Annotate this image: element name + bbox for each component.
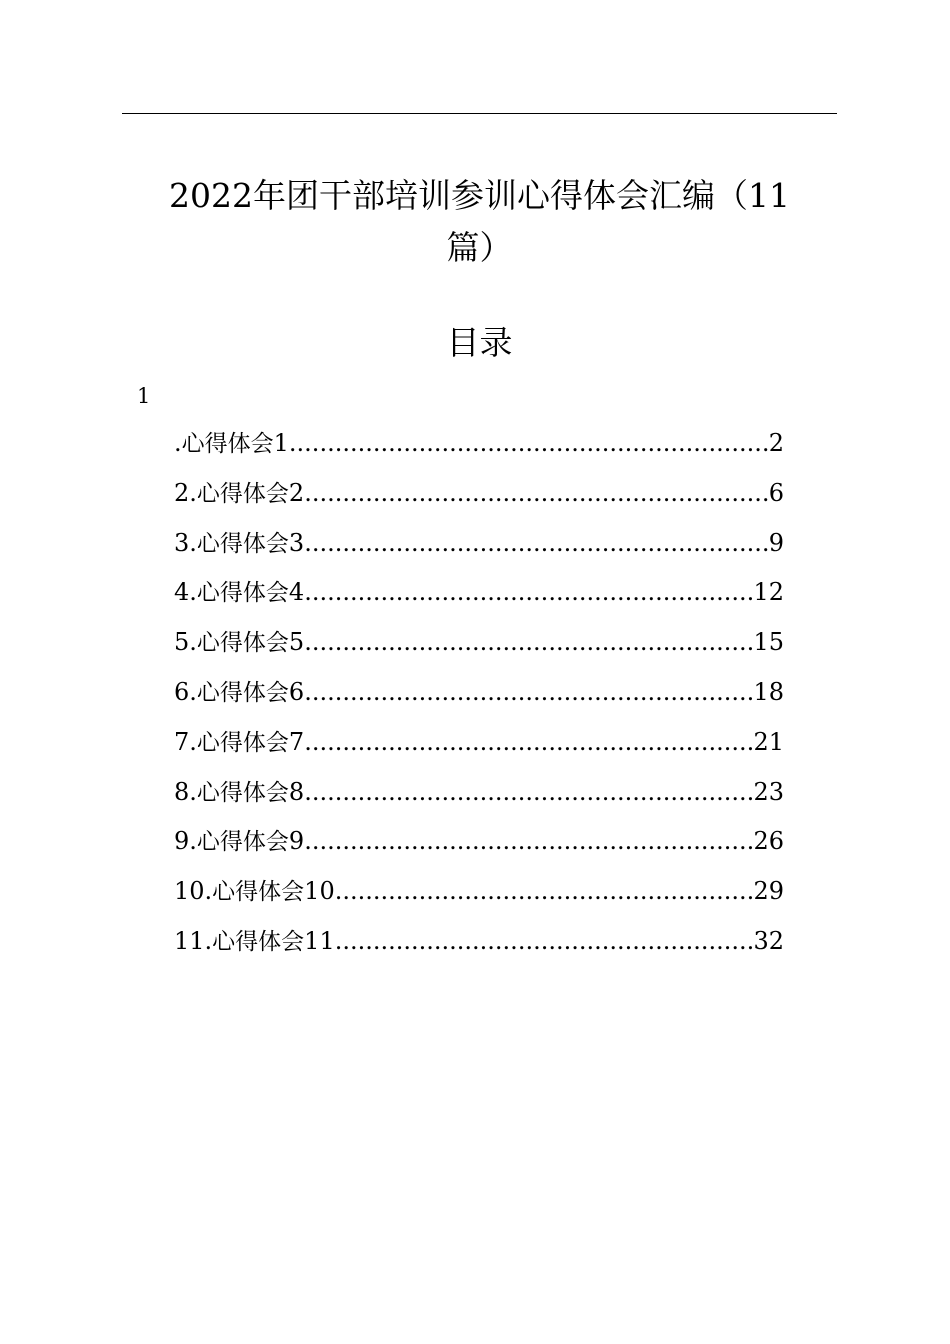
toc-dot-leader	[335, 867, 754, 917]
toc-page-number: 2	[768, 429, 784, 457]
toc-entry-prefix: 7.	[174, 727, 197, 756]
toc-entry-prefix: 9.	[174, 827, 197, 856]
toc-page-number: 12	[753, 578, 784, 607]
toc-heading: 目录	[446, 323, 513, 362]
toc-entry-number: 10	[304, 877, 335, 906]
toc-dot-leader	[304, 817, 753, 867]
toc-entry-prefix: 4.	[174, 578, 197, 607]
toc-dot-leader	[335, 917, 754, 967]
toc-entry-prefix: 11.	[174, 926, 213, 955]
toc-entry-7[interactable]	[174, 718, 784, 768]
toc-dot-leader	[304, 469, 769, 519]
toc-entry-label: 心得体会	[212, 928, 305, 955]
toc-entry-title	[174, 817, 304, 868]
toc-entry-label: 心得体会	[196, 679, 289, 706]
toc-entry-8[interactable]	[174, 768, 784, 818]
toc-entry-prefix: 8.	[174, 777, 197, 806]
toc-entry-number: 7	[288, 727, 305, 756]
toc-stray-number: 1	[137, 384, 151, 408]
toc-entry-title	[174, 469, 304, 520]
table-of-contents	[174, 419, 784, 967]
toc-entry-label: 心得体会	[181, 431, 274, 457]
toc-entry-label: 心得体会	[196, 530, 289, 557]
toc-entry-10[interactable]	[174, 867, 784, 917]
toc-entry-title	[174, 718, 304, 769]
toc-entry-4[interactable]	[174, 568, 784, 618]
toc-page-number: 21	[753, 727, 784, 756]
toc-entry-label: 心得体会	[196, 480, 289, 507]
toc-entry-title	[174, 867, 335, 918]
toc-entry-label: 心得体会	[196, 779, 289, 806]
toc-entry-label: 心得体会	[196, 630, 289, 657]
toc-entry-prefix: 6.	[174, 677, 197, 706]
toc-entry-number: 1	[273, 429, 289, 457]
toc-entry-label: 心得体会	[212, 879, 305, 906]
toc-entry-title	[174, 419, 289, 470]
toc-page-number: 15	[753, 628, 784, 657]
toc-entry-11[interactable]	[174, 917, 784, 967]
toc-entry-title	[174, 668, 304, 719]
toc-page-number: 23	[753, 777, 784, 806]
toc-page-number: 32	[753, 926, 784, 955]
toc-dot-leader	[304, 618, 753, 668]
toc-entry-5[interactable]	[174, 618, 784, 668]
toc-entry-prefix: 2.	[174, 478, 197, 507]
toc-entry-number: 11	[304, 926, 335, 955]
toc-entry-prefix: 3.	[174, 528, 197, 557]
toc-entry-prefix: 10.	[174, 877, 213, 906]
toc-entry-title	[174, 519, 304, 570]
toc-entry-prefix: .	[174, 429, 182, 457]
toc-entry-6[interactable]	[174, 668, 784, 718]
toc-entry-prefix: 5.	[174, 628, 197, 657]
toc-entry-number: 3	[288, 528, 305, 557]
toc-dot-leader	[289, 419, 769, 469]
toc-dot-leader	[304, 718, 753, 768]
toc-entry-label: 心得体会	[196, 829, 289, 856]
toc-entry-2[interactable]	[174, 469, 784, 519]
toc-entry-number: 5	[288, 628, 305, 657]
toc-dot-leader	[304, 519, 769, 569]
toc-entry-title	[174, 917, 335, 968]
toc-page-number: 18	[753, 677, 784, 706]
toc-page-number: 29	[753, 877, 784, 906]
toc-entry-number: 9	[288, 827, 305, 856]
toc-entry-label: 心得体会	[196, 729, 289, 756]
toc-dot-leader	[304, 768, 753, 818]
toc-entry-9[interactable]	[174, 817, 784, 867]
title-text-line2: 篇）	[446, 228, 513, 267]
toc-entry-number: 4	[288, 578, 305, 607]
toc-entry-3[interactable]	[174, 519, 784, 569]
toc-page-number: 26	[753, 827, 784, 856]
toc-page-number: 6	[768, 478, 784, 507]
toc-entry-number: 6	[288, 677, 305, 706]
toc-entry-number: 8	[288, 777, 305, 806]
toc-page-number: 9	[768, 528, 784, 557]
document-title	[122, 170, 837, 274]
toc-dot-leader	[304, 568, 753, 618]
title-text: 年团干部培训参训心得体会汇编（	[252, 176, 748, 215]
toc-entry-title	[174, 768, 304, 819]
title-count: 11	[747, 176, 790, 215]
toc-entry-title	[174, 618, 304, 669]
title-year: 2022	[169, 176, 253, 215]
toc-dot-leader	[304, 668, 753, 718]
toc-entry-label: 心得体会	[196, 580, 289, 607]
toc-entry-title	[174, 568, 304, 619]
toc-entry-number: 2	[288, 478, 305, 507]
toc-entry-1[interactable]	[174, 419, 784, 469]
header-rule	[122, 113, 837, 114]
